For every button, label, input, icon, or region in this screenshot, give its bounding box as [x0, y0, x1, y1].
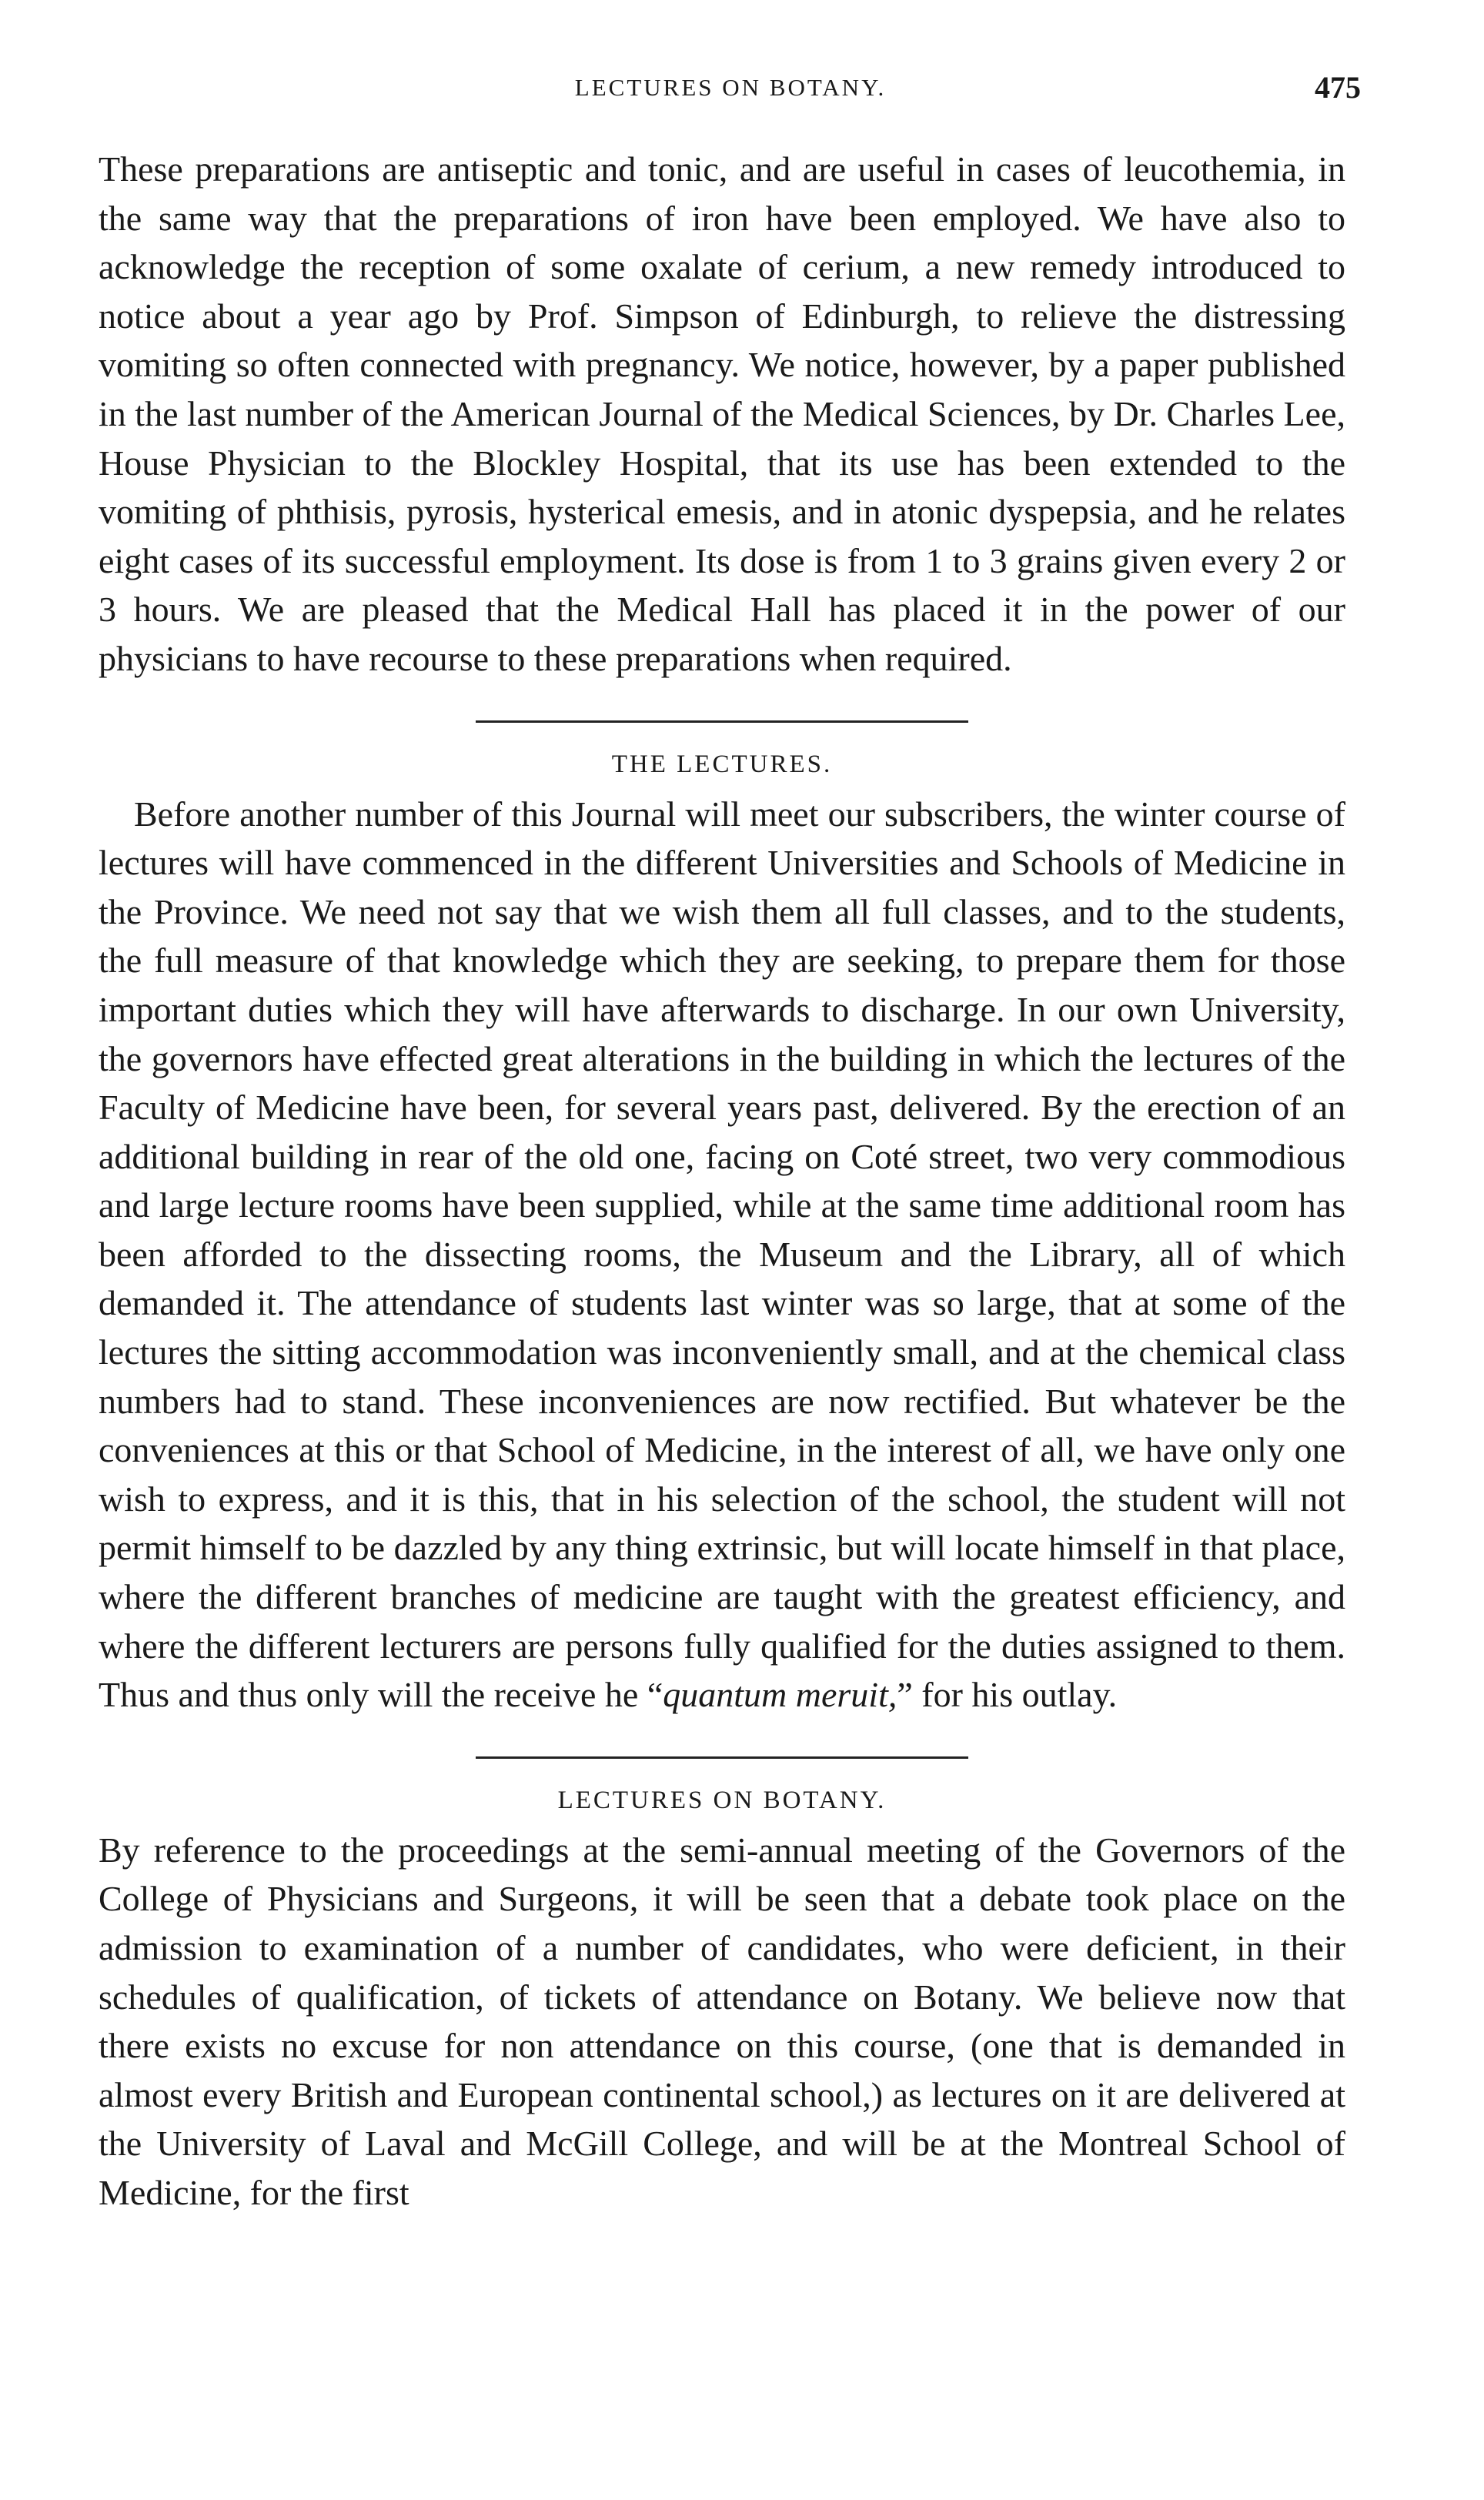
paragraph-preparations: These preparations are antiseptic and tonic, and are useful in cases of leucothemia, in the same way that the preparations of iron have been employed. We have also to acknowledge the reception of some oxalate of cerium, a new remedy introduced to notice about a year ago by Prof. Simpson of Edinburgh, to relieve the distressing vomiting so often connected with pregnancy. We notice, however, by a paper published in the last number of the American Journal of the Medical Sciences, by Dr. Charles Lee, House Physician to the Blockley Hospital, that its use has been extended to the vomiting of phthisis, pyrosis, hysterical emesis, and in atonic dyspepsia, and he relates eight cases of its successful employment. Its dose is from 1 to 3 grains given every 2 or 3 hours. We are pleased that the Medical Hall has placed it in the power of our physicians to have recourse to these preparations when required.	[99, 149, 1345, 678]
lectures-text-end: ” for his outlay.	[897, 1675, 1118, 1715]
latin-quote: quantum meruit,	[663, 1675, 897, 1715]
running-title: LECTURES ON BOTANY.	[574, 74, 887, 101]
section-divider	[476, 1756, 968, 1759]
page-number: 475	[1315, 70, 1361, 105]
lectures-text: Before another number of this Journal will meet our subscribers, the winter course of lectures will have commenced in the different Universities and Schools of Medicine in the Province. We need not say that we wish them all full classes, and to the students, the full measure of that knowledge which they are seeking, to prepare them for those important duties which they will have afterwards to discharge. In our own University, the governors have effected great alterations in the building in which the lectures of the Faculty of Medicine have been, for several years past, delivered. By the erection of an additional building in rear of the old one, facing on Coté street, two very commodious and large lecture rooms have been supplied, while at the same time additional room has been afforded to the dissecting rooms, the Museum and the Library, all of which demanded it. The attendance of students last winter was so large, that at some of the lectures the sitting accommodation was inconveniently small, and at the chemical class numbers had to stand. These inconveniences are now rectified. But whatever be the conveniences at this or that School of Medicine, in the interest of all, we have only one wish to express, and it is this, that in his selection of the school, the student will not permit himself to be dazzled by any thing extrinsic, but will locate himself in that place, where the different branches of medicine are taught with the greatest efficiency, and where the different lecturers are persons fully qualified for the duties assigned to them. Thus and thus only will the receive he “	[99, 794, 1345, 1715]
page-content	[99, 145, 1345, 2218]
section-heading-lectures: THE LECTURES.	[611, 750, 833, 778]
running-head	[100, 70, 1361, 117]
section-heading-botany: LECTURES ON BOTANY.	[557, 1786, 887, 1814]
paragraph-botany: By reference to the proceedings at the semi-annual meeting of the Governors of the College of Physicians and Surgeons, it will be seen that a debate took place on the admission to examination of a number of candidates, who were deficient, in their schedules of qualification, of tickets of attendance on Botany. We believe now that there exists no excuse for non attendance on this course, (one that is demanded in almost every British and European continental school,) as lectures on it are delivered at the University of Laval and McGill College, and will be at the Montreal School of Medicine, for the first	[99, 1830, 1345, 2212]
paragraph-lectures	[99, 790, 1345, 1720]
section-divider	[476, 720, 968, 723]
